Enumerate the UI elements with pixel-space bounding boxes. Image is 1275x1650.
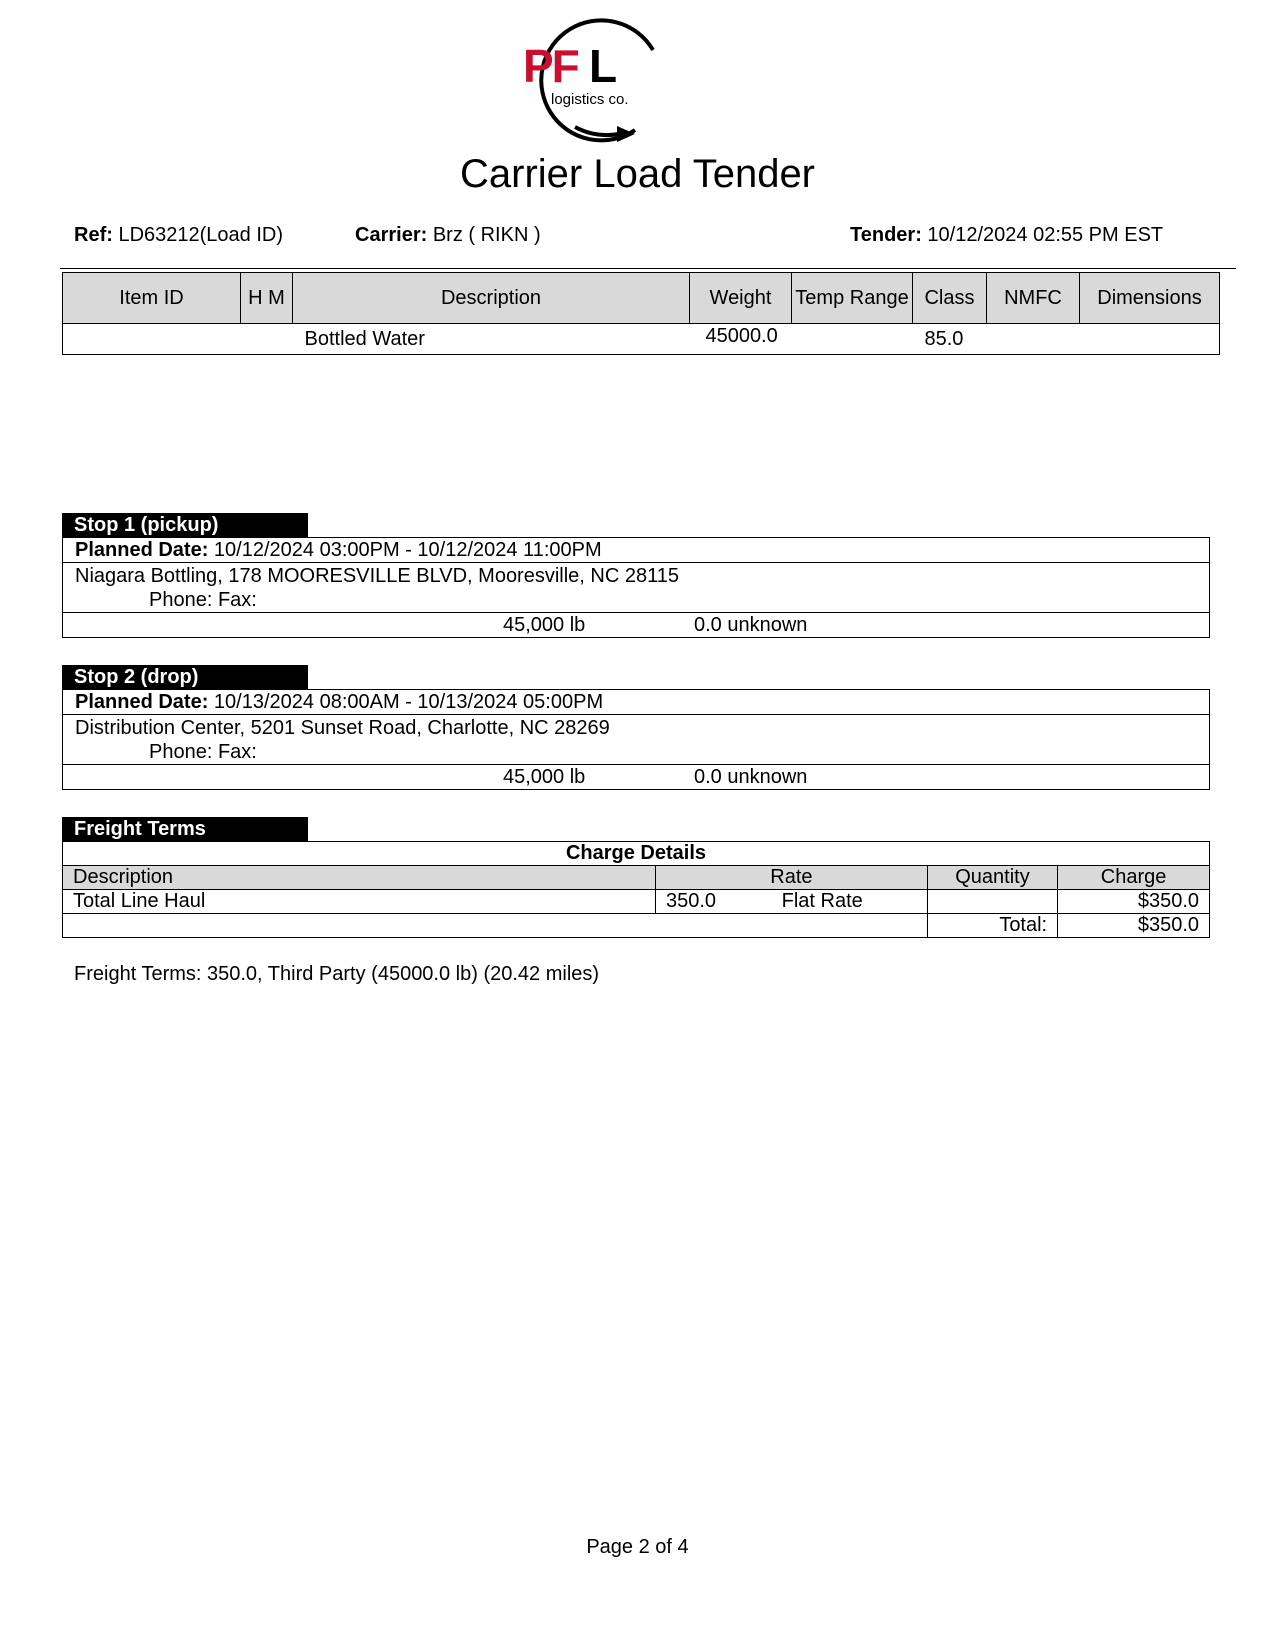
planned-date-label: Planned Date: (75, 539, 209, 561)
planned-date-value: 10/13/2024 08:00AM - 10/13/2024 05:00PM (213, 691, 604, 713)
stop-1-label: Stop 1 (pickup) (62, 513, 308, 537)
total-row (63, 914, 1210, 938)
line-rate: 350.0 (665, 890, 717, 912)
col-weight: Weight (690, 273, 792, 324)
stop-2-planned-date (63, 690, 1209, 715)
col-description: Description (293, 273, 690, 324)
col-rate: Rate (655, 866, 927, 890)
table-row (63, 890, 1210, 914)
stop-2-weight: 45,000 lb (503, 766, 586, 788)
planned-date-value: 10/12/2024 03:00PM - 10/12/2024 11:00PM (213, 539, 602, 561)
cell-class: 85.0 (913, 324, 987, 355)
carrier-value: Brz ( RIKN ) (432, 224, 541, 246)
line-description: Total Line Haul (63, 890, 656, 914)
planned-date-label: Planned Date: (75, 691, 209, 713)
stop-1-box (62, 537, 1210, 638)
charge-details-title: Charge Details (63, 842, 1210, 866)
stop-1-weight-row (63, 613, 1209, 637)
charge-header-row (63, 866, 1210, 890)
table-row (63, 324, 1220, 355)
stop-1-weight: 45,000 lb (503, 614, 586, 636)
svg-text:logistics co.: logistics co. (551, 91, 629, 108)
document-title: Carrier Load Tender (459, 152, 816, 196)
carrier-label: Carrier: (355, 224, 428, 246)
col-item-id: Item ID (63, 273, 241, 324)
stop-2-volume: 0.0 unknown (694, 766, 808, 788)
total-value: $350.0 (1058, 914, 1210, 938)
col-charge: Charge (1058, 866, 1210, 890)
stop-2-phone-fax: Phone: Fax: (149, 741, 257, 763)
charge-details-title-row (63, 842, 1210, 866)
cell-weight: 45000.0 (690, 324, 792, 355)
freight-terms-label: Freight Terms (62, 817, 308, 841)
svg-text:L: L (589, 40, 618, 92)
freight-terms-note: Freight Terms: 350.0, Third Party (45000.0 lb) (20.42 miles) (74, 963, 600, 985)
total-spacer (63, 914, 928, 938)
col-charge-description: Description (63, 866, 656, 890)
tender-field (850, 222, 1163, 248)
stop-1-phone-fax: Phone: Fax: (149, 589, 257, 611)
cell-hm (241, 324, 293, 355)
cell-description: Bottled Water (293, 324, 690, 355)
col-dimensions: Dimensions (1080, 273, 1220, 324)
stop-1-address-block (63, 563, 1209, 613)
stop-2-address-block (63, 715, 1209, 765)
page-number: Page 2 of 4 (586, 1536, 689, 1558)
stop-1-volume: 0.0 unknown (694, 614, 808, 636)
stop-2-label: Stop 2 (drop) (62, 665, 308, 689)
ref-field (74, 222, 283, 248)
items-header-row (63, 273, 1220, 324)
stop-1-planned-date (63, 538, 1209, 563)
line-quantity (927, 890, 1057, 914)
carrier-field (355, 222, 541, 248)
cell-temp-range (792, 324, 913, 355)
col-quantity: Quantity (927, 866, 1057, 890)
line-charge: $350.0 (1058, 890, 1210, 914)
charge-details-table (62, 841, 1210, 938)
line-rate-type: Flat Rate (781, 890, 863, 912)
cell-nmfc (987, 324, 1080, 355)
pfl-logo (523, 12, 675, 148)
svg-text:PF: PF (523, 40, 578, 92)
cell-dimensions (1080, 324, 1220, 355)
col-hm: H M (241, 273, 293, 324)
items-table (62, 272, 1220, 355)
ref-label: Ref: (74, 224, 113, 246)
col-class: Class (913, 273, 987, 324)
stop-2-address: Distribution Center, 5201 Sunset Road, Charlotte, NC 28269 (75, 717, 610, 739)
stop-1-address: Niagara Bottling, 178 MOORESVILLE BLVD, Mooresville, NC 28115 (75, 565, 679, 587)
col-nmfc: NMFC (987, 273, 1080, 324)
header-divider (60, 268, 1236, 269)
total-label: Total: (927, 914, 1057, 938)
line-rate-cell (655, 890, 927, 914)
tender-value: 10/12/2024 02:55 PM EST (927, 224, 1164, 246)
col-temp-range: Temp Range (792, 273, 913, 324)
tender-label: Tender: (850, 224, 922, 246)
cell-item-id (63, 324, 241, 355)
stop-2-box (62, 689, 1210, 790)
ref-value: LD63212(Load ID) (118, 224, 284, 246)
stop-2-weight-row (63, 765, 1209, 789)
